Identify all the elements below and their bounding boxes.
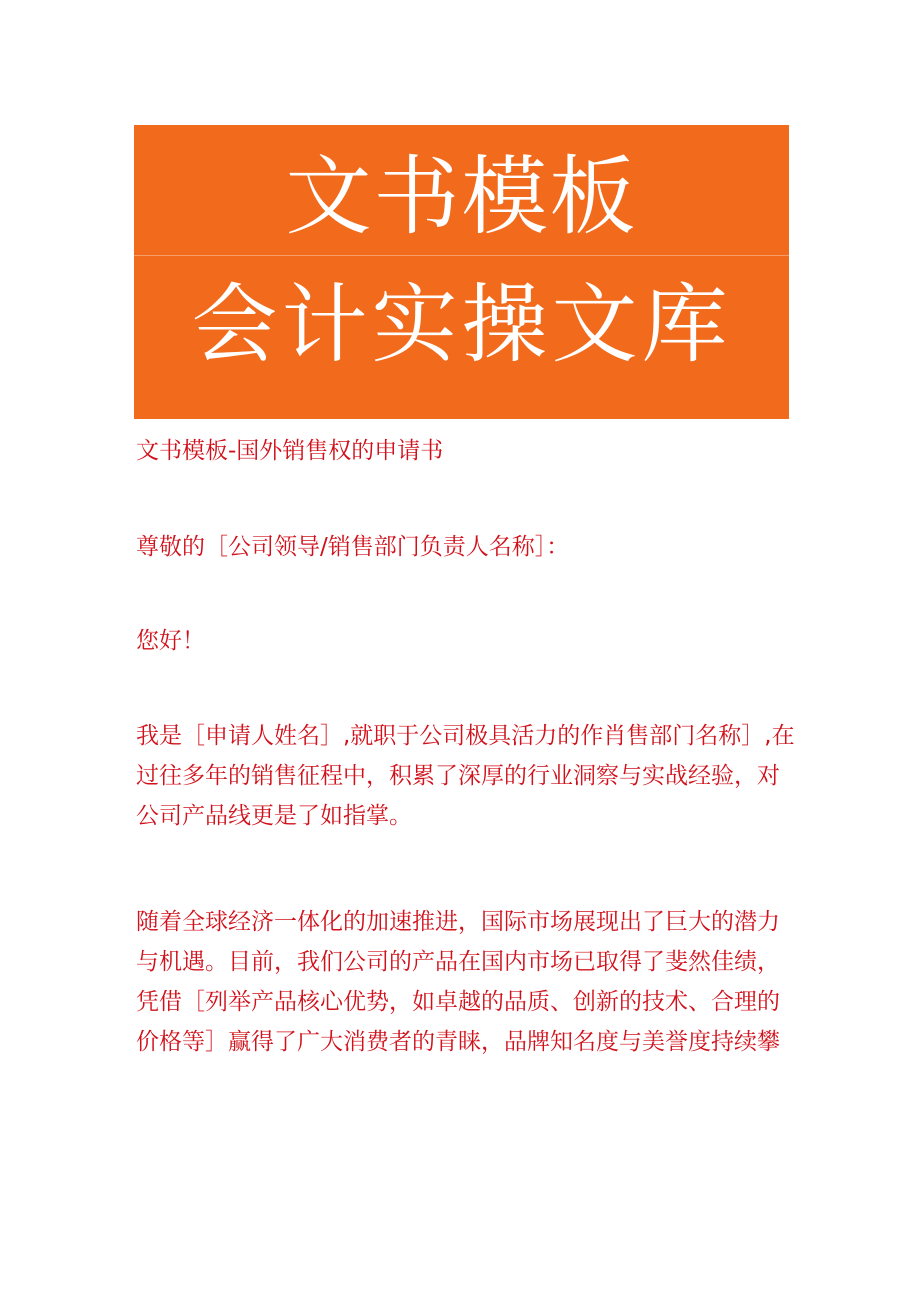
paragraph-2-line: 价格等］赢得了广大消费者的青睐，品牌知名度与美誉度持续攀 bbox=[136, 1029, 780, 1055]
paragraph-2-line: 随着全球经济一体化的加速推进，国际市场展现出了巨大的潜力 bbox=[136, 909, 780, 935]
paragraph-1-line: 我是［申请人姓名］,就职于公司极具活力的作肖售部门名称］,在 bbox=[136, 723, 795, 749]
banner-divider bbox=[134, 255, 789, 256]
document-title: 文书模板-国外销售权的申请书 bbox=[136, 438, 444, 464]
paragraph-2 bbox=[136, 902, 794, 1062]
greeting: 您好！ bbox=[136, 628, 205, 654]
banner-title-line1: 文书模板 bbox=[285, 147, 638, 247]
paragraph-1 bbox=[136, 716, 794, 836]
paragraph-2-line: 凭借［列举产品核心优势，如卓越的品质、创新的技术、合理的 bbox=[136, 989, 780, 1015]
salutation: 尊敬的［公司领导/销售部门负责人名称］： bbox=[136, 534, 570, 560]
paragraph-1-line: 过往多年的销售征程中，积累了深厚的行业洞察与实战经验，对 bbox=[136, 763, 780, 789]
banner-title-line2: 会计实操文库 bbox=[191, 275, 732, 375]
paragraph-2-line: 与机遇。目前，我们公司的产品在国内市场已取得了斐然佳绩， bbox=[136, 949, 780, 975]
banner bbox=[134, 125, 789, 419]
paragraph-1-line: 公司产品线更是了如指掌。 bbox=[136, 803, 412, 829]
